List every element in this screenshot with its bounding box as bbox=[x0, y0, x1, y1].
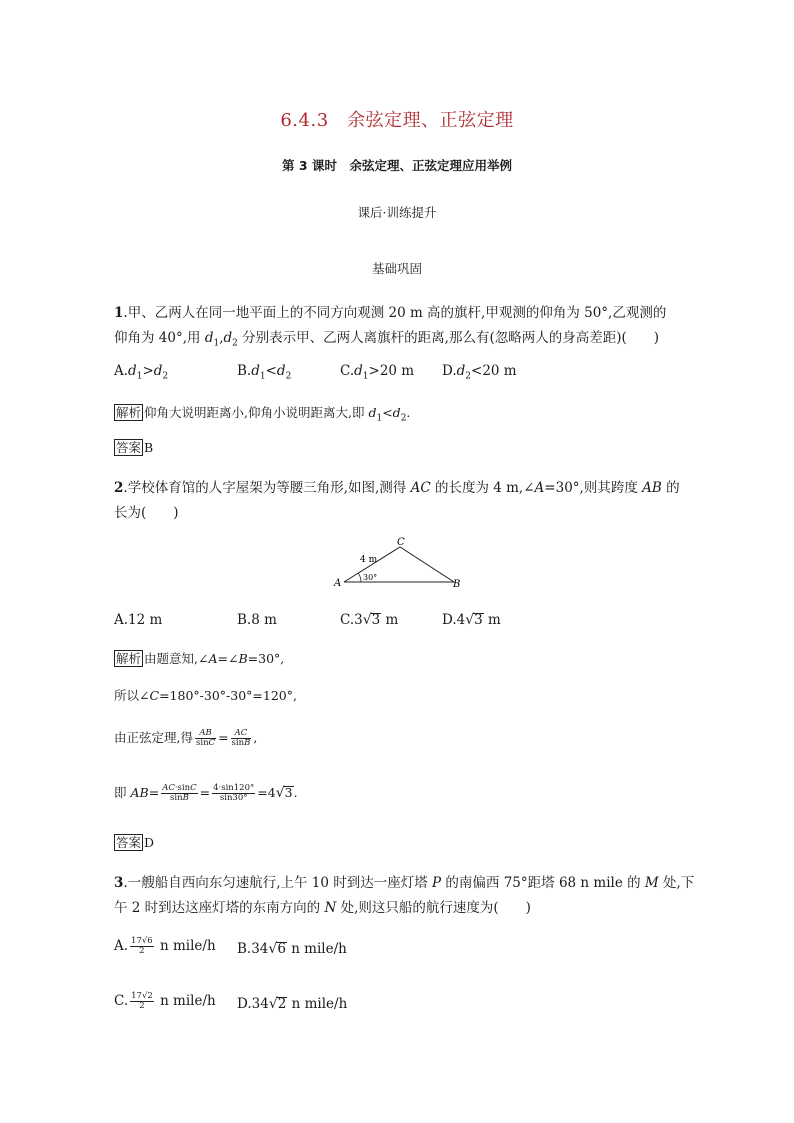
analysis-tag: 解析 bbox=[116, 405, 142, 420]
angle-arc bbox=[358, 573, 361, 582]
label-C: C bbox=[397, 537, 405, 548]
q1-option-b[interactable]: $B.d_1<d_2$ bbox=[237, 363, 292, 382]
q1-option-d[interactable]: $D.d_2<20$ m bbox=[442, 363, 517, 382]
label-A: A bbox=[334, 578, 342, 589]
q3-line1: 3.一艘船自西向东匀速航行,上午 10 时到达一座灯塔 P 的南偏西 75°距塔 68 n mile 的 M 处,下 bbox=[114, 875, 695, 891]
q3-line2: 午 2 时到达这座灯塔的东南方向的 N 处,则这只船的航行速度为( ) bbox=[114, 900, 531, 916]
lesson-subtitle: 第 3 课时 余弦定理、正弦定理应用举例 bbox=[282, 158, 512, 173]
q3-option-b[interactable]: B.34√6 n mile/h bbox=[237, 941, 347, 957]
q2-option-c[interactable]: C.3√3 m bbox=[340, 612, 399, 628]
fraction-ac-sinb: $\frac{AC}{\sin B}$ bbox=[231, 728, 251, 748]
answer-tag: 答案 bbox=[116, 835, 142, 850]
fraction-ac-sinc-over-sinb: $\frac{AC\cdot\sin C}{\sin B}$ bbox=[162, 783, 197, 803]
q1-option-a[interactable]: $A.d_1>d_2$ bbox=[114, 363, 169, 382]
analysis-tag: 解析 bbox=[116, 651, 142, 666]
q1-analysis: 解析 仰角大说明距离小,仰角小说明距离大,即 $d_1<d_2$. bbox=[116, 405, 411, 424]
q2-analysis-4: 即 AB= $\frac{AC\cdot\sin C}{\sin B}$ = $\frac{4\cdot\sin 120^\circ}{\sin 30^\circ}$ =4√3. bbox=[114, 783, 298, 803]
q2-answer: 答案 D bbox=[116, 835, 155, 850]
label-B: B bbox=[453, 579, 461, 590]
q2-option-d[interactable]: D.4√3 m bbox=[442, 612, 501, 628]
q1-line1: 1.甲、乙两人在同一地平面上的不同方向观测 20 m 高的旗杆,甲观测的仰角为 50°,乙观测的 bbox=[114, 305, 667, 321]
q2-option-a[interactable]: A.12 m bbox=[114, 612, 163, 628]
angle-label: 30° bbox=[363, 573, 378, 582]
answer-tag: 答案 bbox=[116, 440, 142, 455]
page-title: 6.4.3 余弦定理、正弦定理 bbox=[280, 110, 514, 131]
level-heading: 基础巩固 bbox=[371, 261, 422, 276]
q2-line1: 2.学校体育馆的人字屋架为等腰三角形,如图,测得 AC 的长度为 4 m,∠A=30°,则其跨度 AB 的 bbox=[114, 480, 680, 496]
q3-option-a[interactable]: A. $\frac{17√6}{2}$ n mile/h bbox=[114, 936, 216, 956]
q2-analysis-1: 解析 由题意知,∠A=∠B=30°, bbox=[116, 651, 285, 666]
q2-analysis-2: 所以∠C=180°-30°-30°=120°, bbox=[114, 688, 297, 703]
fraction-numeric: $\frac{4\cdot\sin 120^\circ}{\sin 30^\circ}$ bbox=[213, 783, 255, 803]
side-length-label: 4 m bbox=[360, 555, 378, 565]
q2-line2: 长为( ) bbox=[114, 505, 179, 521]
triangle-figure bbox=[330, 534, 465, 590]
q2-analysis-3: 由正弦定理,得 $\frac{AB}{\sin C}$ = $\frac{AC}{\sin B}$ , bbox=[114, 728, 258, 748]
q1-option-c[interactable]: $C.d_1>20$ m bbox=[340, 363, 415, 382]
q2-option-b[interactable]: B.8 m bbox=[237, 612, 277, 628]
q1-answer: 答案 B bbox=[116, 440, 154, 455]
q3-option-c[interactable]: C. $\frac{17√2}{2}$ n mile/h bbox=[114, 991, 216, 1011]
q3-option-d[interactable]: D.34√2 n mile/h bbox=[237, 996, 348, 1012]
q1-line2: 仰角为 40°,用 $d_1,d_2$ 分别表示甲、乙两人离旗杆的距离,那么有(忽略两人的身高差距)( ) bbox=[114, 330, 660, 349]
fraction-ab-sinc: $\frac{AB}{\sin C}$ bbox=[195, 728, 216, 748]
section-heading: 课后·训练提升 bbox=[357, 205, 437, 220]
